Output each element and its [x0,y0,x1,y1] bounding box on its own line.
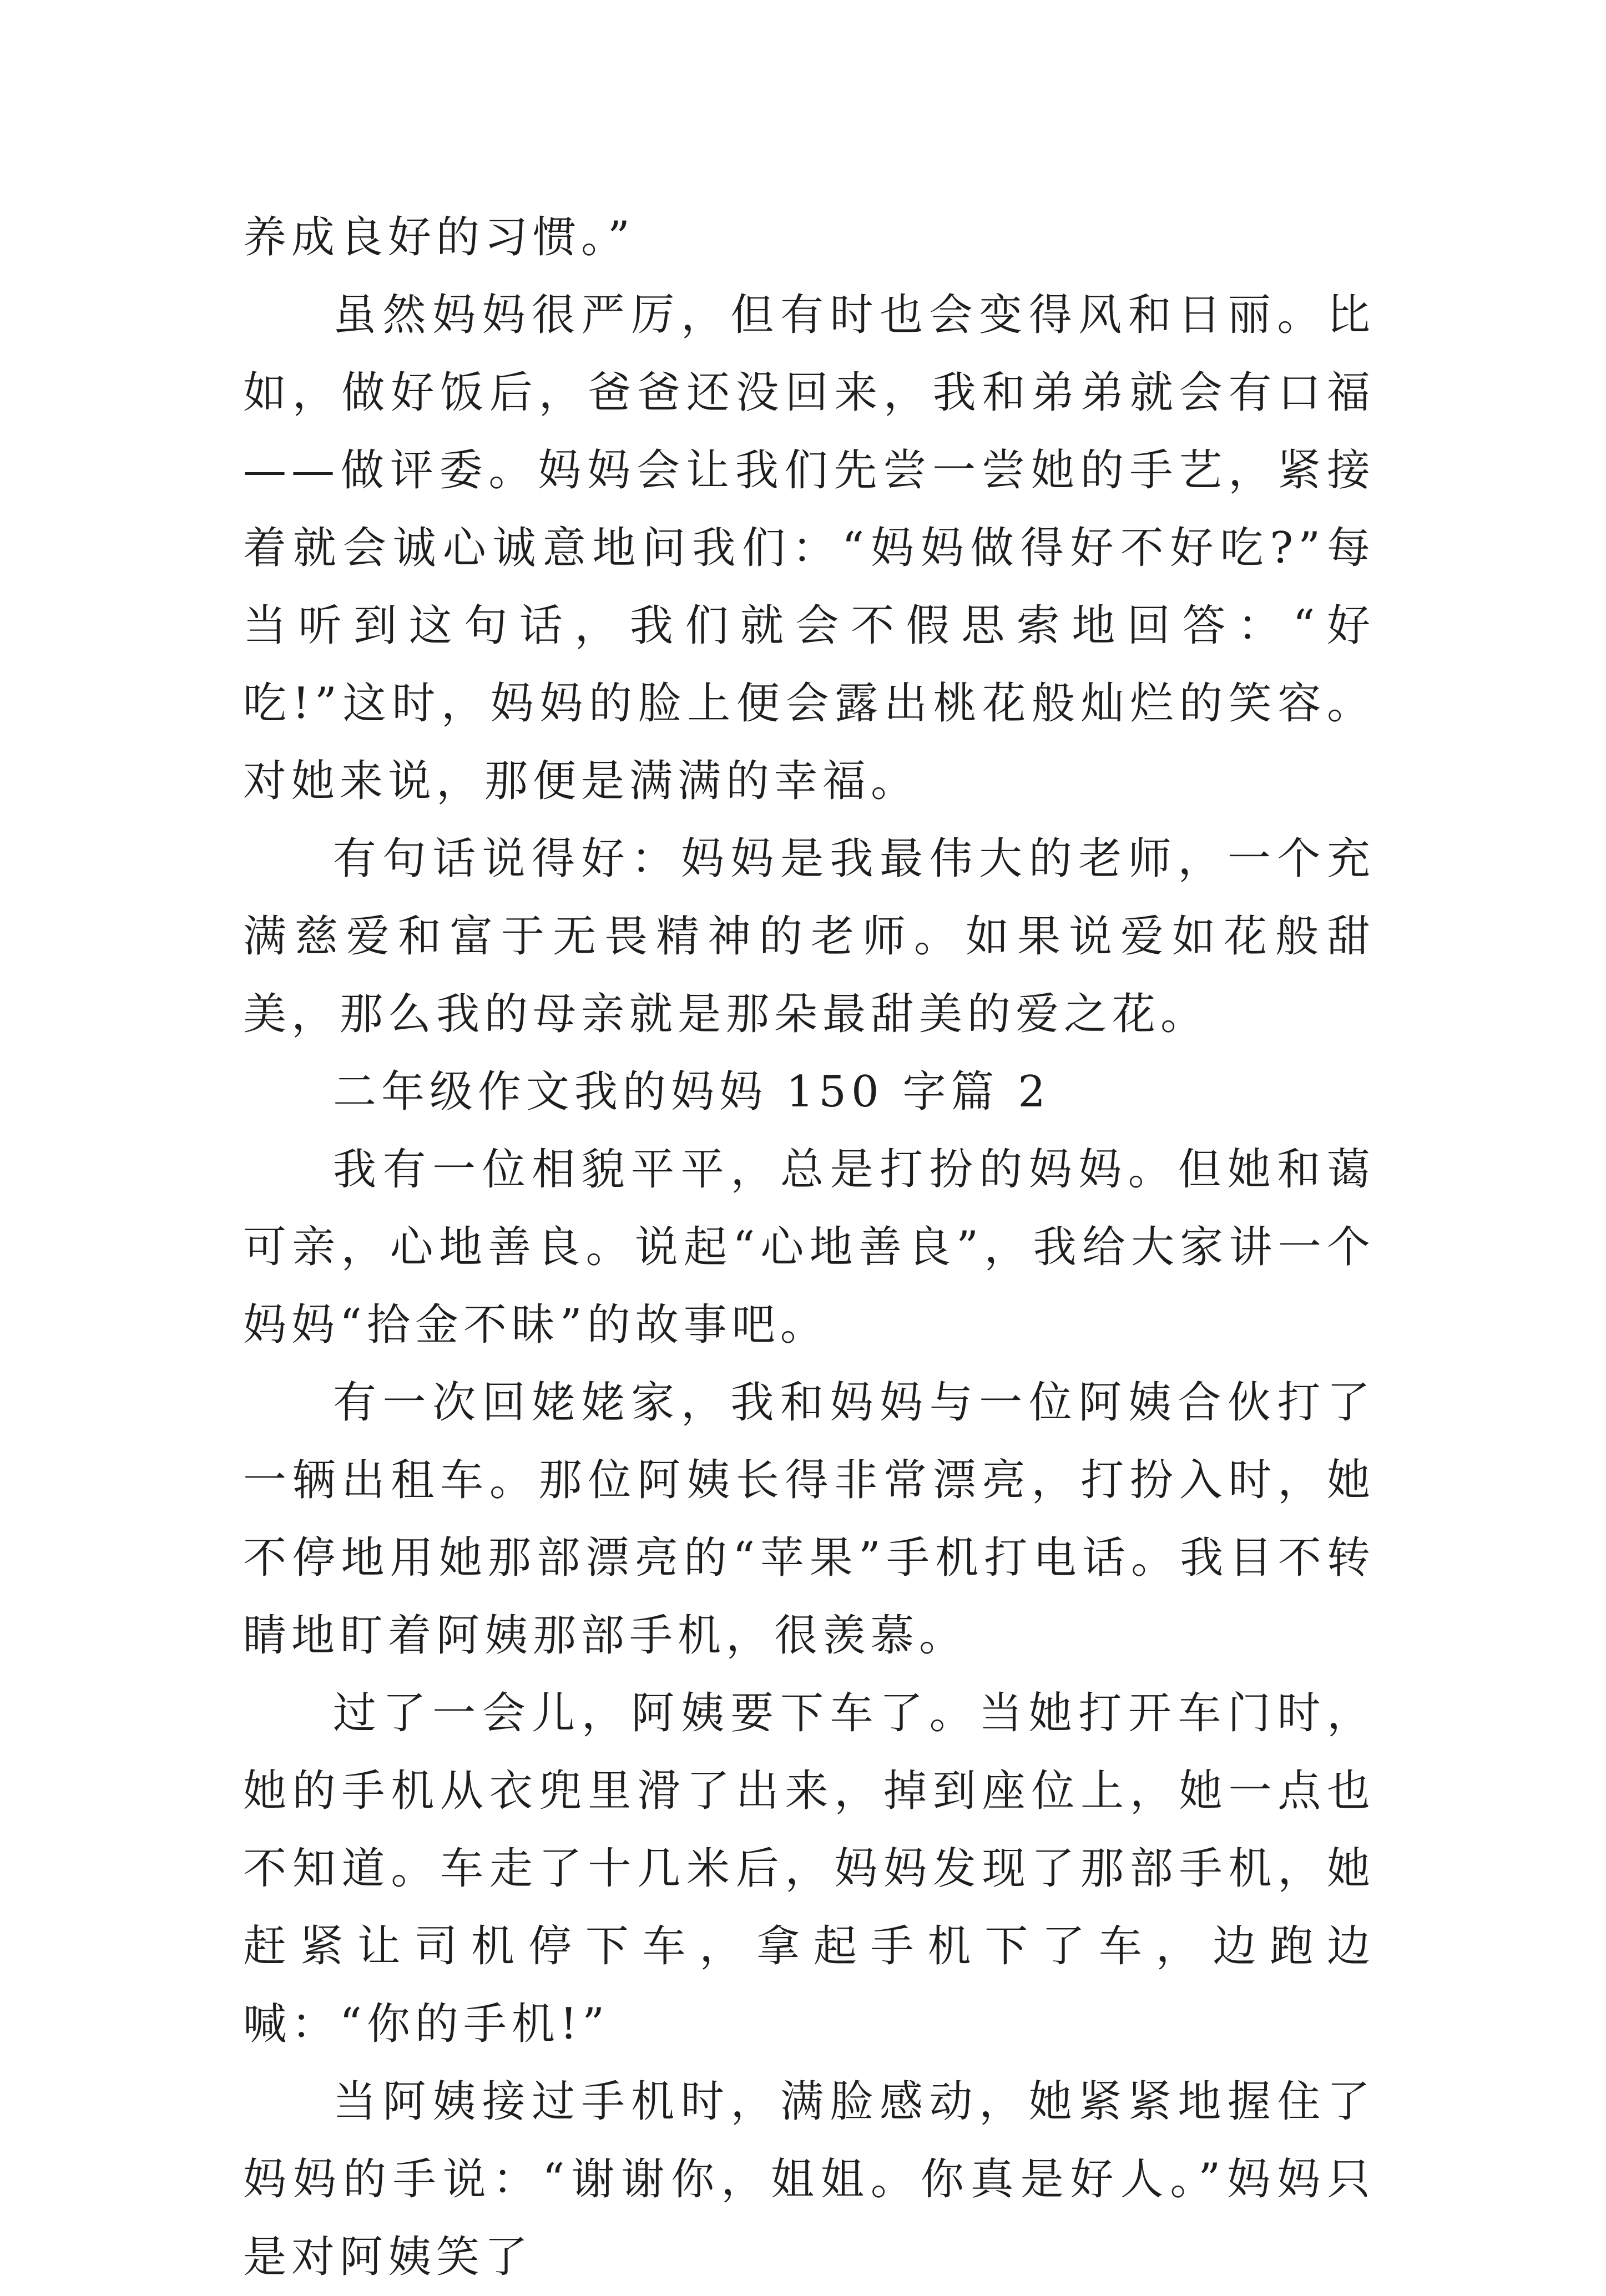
paragraph: 有一次回姥姥家，我和妈妈与一位阿姨合伙打了一辆出租车。那位阿姨长得非常漂亮，打扮入时，她不停地用她那部漂亮的“苹果”手机打电话。我目不转睛地盯着阿姨那部手机，很羡慕。 [243,1378,1375,1661]
paragraph: 过了一会儿，阿姨要下车了。当她打开车门时，她的手机从衣兜里滑了出来，掉到座位上，她一点也不知道。车走了十几米后，妈妈发现了那部手机，她赶紧让司机停下车，拿起手机下了车，边跑边喊：“你的手机!” [243,1688,1375,2049]
paragraph-continuation: 养成良好的习惯。” [243,213,635,262]
paragraph: 有句话说得好：妈妈是我最伟大的老师，一个充满慈爱和富于无畏精神的老师。如果说爱如花般甜美，那么我的母亲就是那朵最甜美的爱之花。 [243,834,1375,1039]
body-text [243,199,1375,2296]
section-heading: 二年级作文我的妈妈 150 字篇 2 [333,1067,1051,1117]
paragraph: 虽然妈妈很严厉，但有时也会变得风和日丽。比如，做好饭后，爸爸还没回来，我和弟弟就会有口福——做评委。妈妈会让我们先尝一尝她的手艺，紧接着就会诚心诚意地问我们：“妈妈做得好不好吃?”每当听到这句话，我们就会不假思索地回答：“好吃!”这时，妈妈的脸上便会露出桃花般灿烂的笑容。对她来说，那便是满满的幸福。 [243,290,1375,806]
paragraph: 当阿姨接过手机时，满脸感动，她紧紧地握住了妈妈的手说：“谢谢你，姐姐。你真是好人。”妈妈只是对阿姨笑了 [243,2077,1375,2282]
paragraph: 我有一位相貌平平，总是打扮的妈妈。但她和蔼可亲，心地善良。说起“心地善良”，我给大家讲一个妈妈“拾金不昧”的故事吧。 [243,1145,1375,1350]
